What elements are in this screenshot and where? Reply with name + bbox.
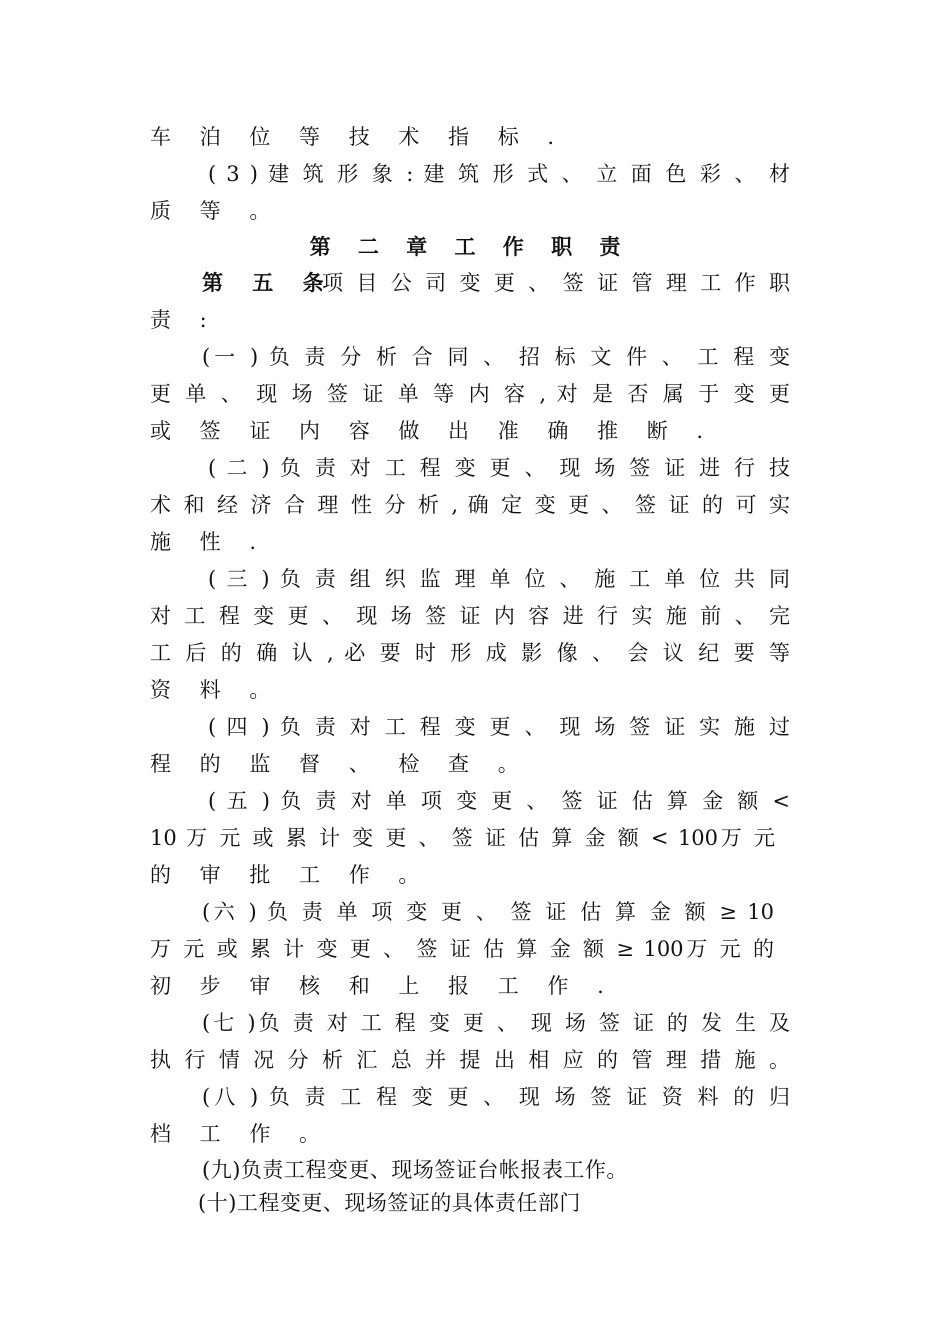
text-line: 质 等 。 [150, 199, 282, 223]
text-line: 的 审 批 工 作 。 [150, 863, 431, 887]
chapter-heading: 第 二 章 工 作 职 责 [309, 234, 631, 259]
text-line: ( 3 ) 建 筑 形 象 : 建 筑 形 式 、 立 面 色 彩 、 材 [208, 162, 790, 186]
text-line: (一 ) 负 责 分 析 合 同 、 招 标 文 件 、 工 程 变 [202, 345, 790, 369]
text-line: ( 二 ) 负 责 对 工 程 变 更 、 现 场 签 证 进 行 技 [208, 456, 790, 480]
text-line: (九)负责工程变更、现场签证台帐报表工作。 [202, 1158, 628, 1182]
text-line: ( 五 ) 负 责 对 单 项 变 更 、 签 证 估 算 金 额 < [208, 789, 790, 813]
text-line: 执 行 情 况 分 析 汇 总 并 提 出 相 应 的 管 理 措 施 。 [150, 1048, 790, 1072]
article-heading: 第 五 条 [202, 270, 335, 295]
text-line: (八 ) 负 责 工 程 变 更 、 现 场 签 证 资 料 的 归 [202, 1085, 790, 1109]
text-line: ( 四 ) 负 责 对 工 程 变 更 、 现 场 签 证 实 施 过 [208, 715, 790, 739]
text-line: 术 和 经 济 合 理 性 分 析 , 确 定 变 更 、 签 证 的 可 实 [150, 493, 790, 517]
text-line: 车 泊 位 等 技 术 指 标 . [150, 125, 566, 149]
text-line: (七 )负 责 对 工 程 变 更 、 现 场 签 证 的 发 生 及 [202, 1011, 790, 1035]
text-line: 10 万 元 或 累 计 变 更 、 签 证 估 算 金 额 < 100万 元 [150, 826, 775, 850]
text-line: 或 签 证 内 容 做 出 准 确 推 断 . [150, 419, 715, 443]
text-line: (六 ) 负 责 单 项 变 更 、 签 证 估 算 金 额 ≥ 10 [202, 900, 774, 924]
text-line: 初 步 审 核 和 上 报 工 作 . [150, 974, 615, 998]
text-line: 万 元 或 累 计 变 更 、 签 证 估 算 金 额 ≥ 100万 元 的 [150, 937, 774, 961]
text-line: 档 工 作 。 [150, 1122, 332, 1146]
text-line: 资 料 。 [150, 678, 282, 702]
text-line: 责 : [150, 308, 218, 332]
text-line: 对 工 程 变 更 、 现 场 签 证 内 容 进 行 实 施 前 、 完 [150, 604, 790, 628]
text-line: 更 单 、 现 场 签 证 单 等 内 容 , 对 是 否 属 于 变 更 [150, 382, 790, 406]
text-line: 工 后 的 确 认 , 必 要 时 形 成 影 像 、 会 议 纪 要 等 [150, 641, 790, 665]
text-line: (十)工程变更、现场签证的具体责任部门 [198, 1191, 581, 1215]
text-line: 施 性 . [150, 530, 268, 554]
text-line: ( 三 ) 负 责 组 织 监 理 单 位 、 施 工 单 位 共 同 [208, 567, 790, 591]
text-line: 项 目 公 司 变 更 、 签 证 管 理 工 作 职 [322, 271, 790, 295]
text-line: 程 的 监 督 、 检 查 。 [150, 752, 530, 776]
